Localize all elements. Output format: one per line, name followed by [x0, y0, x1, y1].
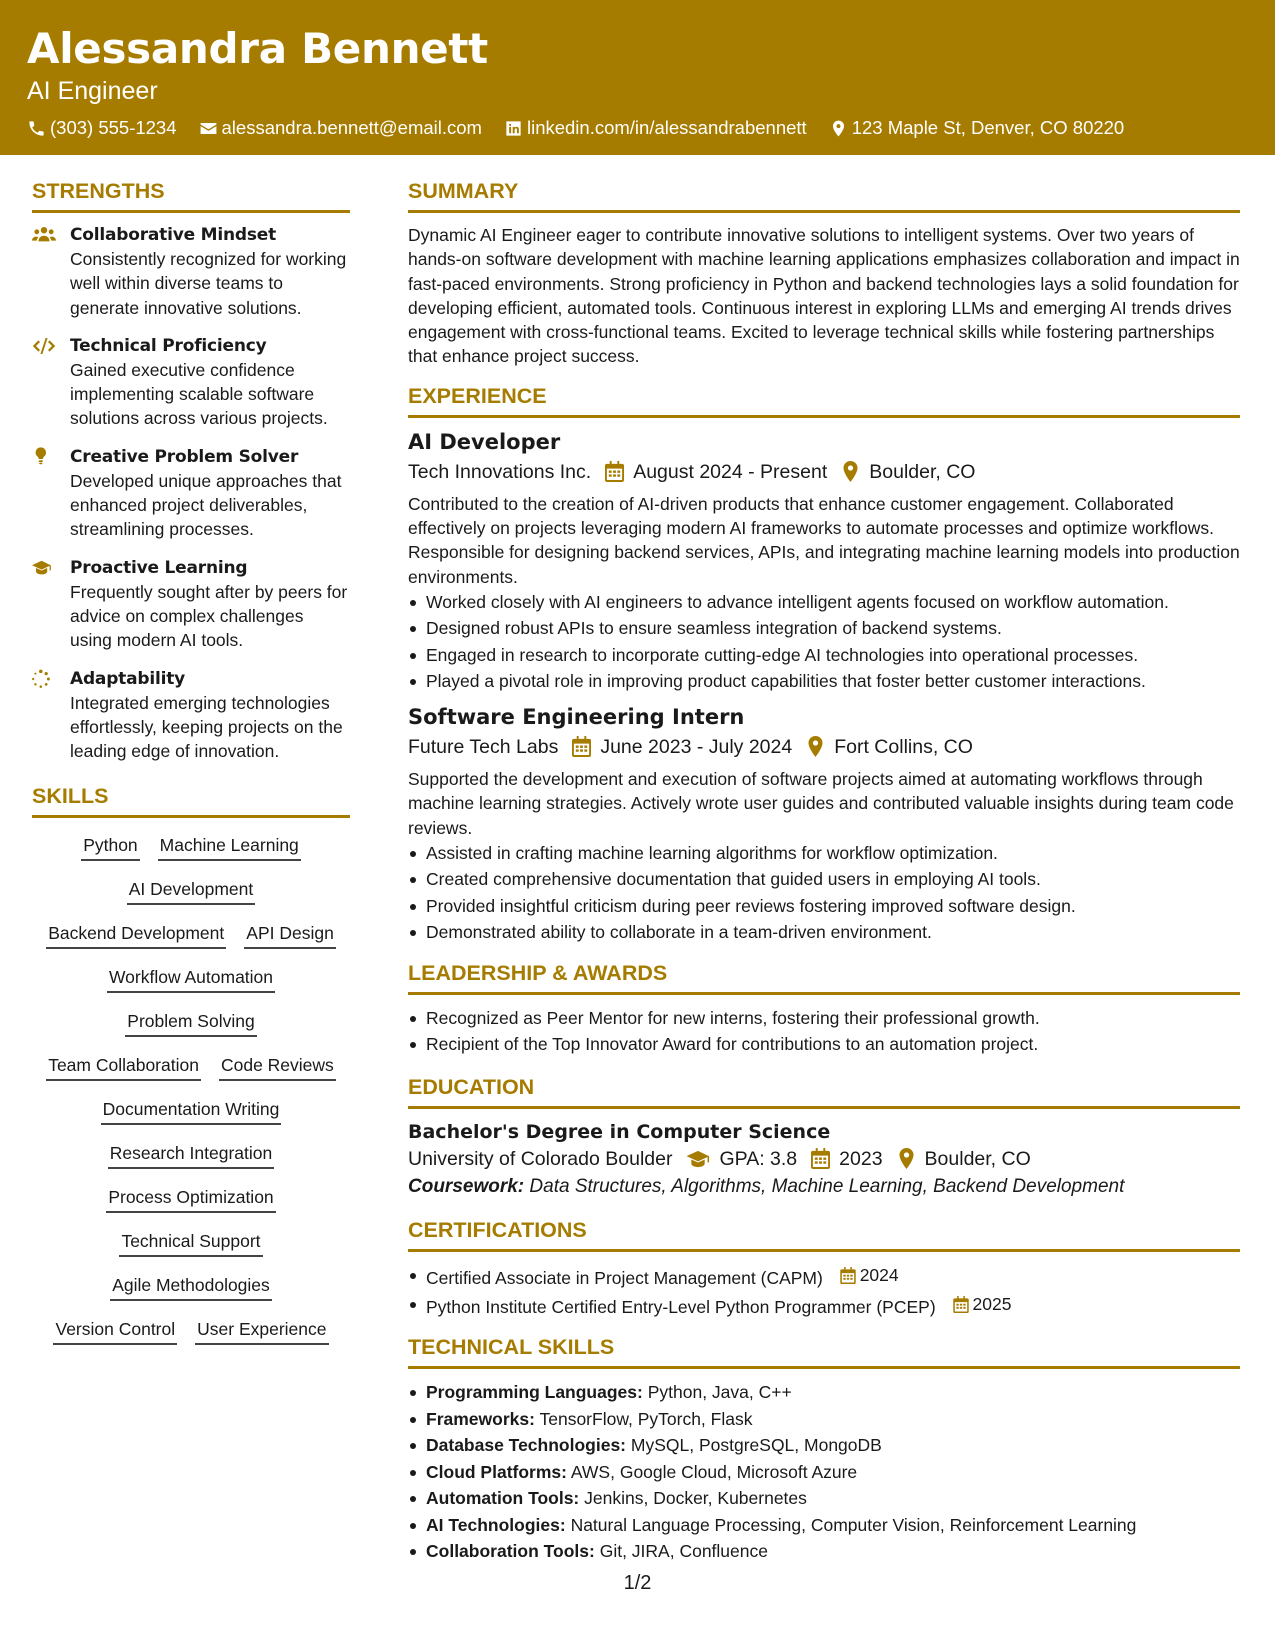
map-marker-icon: [841, 461, 860, 482]
education-heading: EDUCATION: [408, 1074, 1240, 1109]
list-item: Engaged in research to incorporate cutting-edge AI technologies into operational processes.: [408, 642, 1240, 669]
linkedin-text: linkedin.com/in/alessandrabennett: [526, 117, 807, 138]
page-number: 1/2: [623, 1572, 652, 1594]
strength-item: [32, 445, 350, 542]
list-item: Database Technologies: MySQL, PostgreSQL, MongoDB: [408, 1432, 1240, 1459]
skill-tag: Research Integration: [108, 1142, 274, 1169]
coursework-label: Coursework:: [408, 1175, 525, 1197]
list-item: [408, 1291, 1240, 1320]
calendar-icon: [840, 1267, 856, 1284]
job-description: Contributed to the creation of AI-driven products that enhance customer engagement. Collaborated effectively on projects leveraging modern AI frameworks to automate processes and optimize workflows. Responsible for designing backend services, APIs, and integrating machine learning models into production environments.: [408, 493, 1240, 587]
strength-title: Proactive Learning: [70, 557, 248, 578]
school-location: Boulder, CO: [897, 1145, 1031, 1173]
summary-heading: SUMMARY: [408, 178, 1240, 213]
list-item: Demonstrated ability to collaborate in a team-driven environment.: [408, 919, 1240, 946]
skill-tag: Workflow Automation: [107, 966, 275, 993]
strength-title: Technical Proficiency: [70, 335, 267, 356]
job-entry: [408, 428, 1240, 695]
job-bullets: [408, 840, 1240, 946]
job-company: Future Tech Labs: [408, 735, 559, 758]
candidate-name: Alessandra Bennett: [27, 24, 488, 73]
linkedin-icon: [504, 119, 523, 138]
technical-skills-heading: TECHNICAL SKILLS: [408, 1334, 1240, 1369]
strength-desc: Frequently sought after by peers for advice on complex challenges using modern AI tools.: [70, 581, 348, 651]
list-item: Designed robust APIs to ensure seamless integration of backend systems.: [408, 615, 1240, 642]
cert-date: 2025: [953, 1291, 1012, 1318]
strengths-heading: STRENGTHS: [32, 178, 350, 213]
list-item: Worked closely with AI engineers to advance intelligent agents focused on workflow automation.: [408, 589, 1240, 616]
cert-name: Python Institute Certified Entry-Level Python Programmer (PCEP): [426, 1296, 936, 1317]
job-entry: [408, 703, 1240, 946]
skill-row: [44, 1318, 337, 1345]
strength-item: [32, 556, 350, 653]
calendar-icon: [811, 1148, 830, 1169]
certifications-heading: CERTIFICATIONS: [408, 1217, 1240, 1252]
phone-icon: [27, 119, 46, 138]
skill-tag: Process Optimization: [106, 1186, 275, 1213]
strength-item: [32, 667, 350, 764]
graduation-cap-icon: [32, 558, 56, 578]
map-marker-icon: [829, 119, 848, 138]
skill-tag: AI Development: [127, 878, 256, 905]
contact-linkedin[interactable]: [504, 117, 807, 139]
job-title: AI Developer: [408, 429, 561, 454]
list-item: [408, 1262, 1240, 1291]
strength-desc: Gained executive confidence implementing scalable software solutions across various projects.: [70, 359, 328, 429]
strength-title: Creative Problem Solver: [70, 446, 299, 467]
list-item: Cloud Platforms: AWS, Google Cloud, Microsoft Azure: [408, 1459, 1240, 1486]
job-company: Tech Innovations Inc.: [408, 460, 592, 483]
email-text: alessandra.bennett@email.com: [221, 117, 482, 138]
cert-name: Certified Associate in Project Management (CAPM): [426, 1267, 823, 1288]
list-item: Recognized as Peer Mentor for new interns, fostering their professional growth.: [408, 1005, 1240, 1032]
job-description: Supported the development and execution of software projects aimed at automating workflows through machine learning strategies. Actively wrote user guides and contributed valuable insights during team code reviews.: [408, 768, 1234, 838]
calendar-icon: [605, 461, 624, 482]
skill-tag: Machine Learning: [158, 834, 301, 861]
skill-tag: Technical Support: [119, 1230, 262, 1257]
job-location: Fort Collins, CO: [806, 733, 973, 761]
leadership-heading: LEADERSHIP & AWARDS: [408, 960, 1240, 995]
skill-tag: Code Reviews: [219, 1054, 336, 1081]
job-title: Software Engineering Intern: [408, 704, 745, 729]
skill-tag: User Experience: [195, 1318, 328, 1345]
job-dates: August 2024 - Present: [605, 458, 827, 486]
right-column: [408, 178, 1240, 1565]
skill-tag: Backend Development: [46, 922, 226, 949]
experience-heading: EXPERIENCE: [408, 383, 1240, 418]
list-item: Collaboration Tools: Git, JIRA, Confluence: [408, 1538, 1240, 1565]
skill-row: [110, 1230, 271, 1257]
strength-desc: Integrated emerging technologies effortlessly, keeping projects on the leading edge of innovation.: [70, 692, 343, 762]
skill-tag: Team Collaboration: [46, 1054, 201, 1081]
skill-row: [72, 834, 310, 861]
address-text: 123 Maple St, Denver, CO 80220: [851, 117, 1125, 138]
skill-tag: Documentation Writing: [101, 1098, 282, 1125]
skill-tag: Version Control: [53, 1318, 177, 1345]
cert-date: 2024: [840, 1262, 899, 1289]
job-meta: [408, 458, 1240, 486]
strength-desc: Consistently recognized for working well within diverse teams to generate innovative solutions.: [70, 249, 347, 318]
education-entry: [408, 1119, 1240, 1201]
strength-desc: Developed unique approaches that enhanced project deliverables, streamlining processes.: [70, 470, 342, 540]
skill-row: [92, 1098, 291, 1125]
school-name: University of Colorado Boulder: [408, 1147, 673, 1170]
skill-row: [99, 1142, 283, 1169]
skill-tag: Problem Solving: [125, 1010, 256, 1037]
list-item: Played a pivotal role in improving product capabilities that foster better customer interactions.: [408, 668, 1240, 695]
skill-row: [118, 878, 265, 905]
leadership-list: [408, 1005, 1240, 1058]
skills-heading: SKILLS: [32, 783, 350, 818]
skill-row: [116, 1010, 265, 1037]
lightbulb-icon: [32, 447, 56, 467]
contact-info: [27, 117, 1248, 139]
strength-item: [32, 223, 350, 320]
code-icon: [32, 336, 56, 356]
spinner-icon: [32, 669, 56, 689]
coursework-text: Data Structures, Algorithms, Machine Learning, Backend Development: [529, 1175, 1125, 1197]
list-item: Programming Languages: Python, Java, C++: [408, 1379, 1240, 1406]
graduation-year: 2023: [811, 1145, 882, 1173]
graduation-cap-icon: [686, 1148, 710, 1169]
skill-row: [101, 1274, 281, 1301]
certifications-list: [408, 1262, 1240, 1321]
map-marker-icon: [897, 1148, 916, 1169]
users-icon: [32, 225, 56, 245]
skill-row: [37, 922, 345, 949]
skill-row: [97, 1186, 284, 1213]
list-item: Assisted in crafting machine learning algorithms for workflow optimization.: [408, 840, 1240, 867]
list-item: AI Technologies: Natural Language Processing, Computer Vision, Reinforcement Learning: [408, 1512, 1240, 1539]
resume-header: [0, 0, 1275, 155]
candidate-role: AI Engineer: [27, 77, 158, 105]
calendar-icon: [953, 1296, 969, 1313]
skill-row: [98, 966, 284, 993]
contact-email[interactable]: [199, 117, 482, 139]
coursework: [408, 1173, 1240, 1201]
list-item: Recipient of the Top Innovator Award for contributions to an automation project.: [408, 1031, 1240, 1058]
contact-phone[interactable]: [27, 117, 177, 139]
list-item: Created comprehensive documentation that guided users in employing AI tools.: [408, 866, 1240, 893]
job-bullets: [408, 589, 1240, 695]
skill-tag: Python: [81, 834, 139, 861]
technical-skills-list: [408, 1379, 1240, 1565]
degree-title: Bachelor's Degree in Computer Science: [408, 1120, 831, 1143]
skills-list: [32, 828, 350, 1362]
skill-tag: API Design: [244, 922, 336, 949]
phone-text: (303) 555-1234: [50, 117, 177, 138]
contact-address: [829, 117, 1125, 139]
job-meta: [408, 733, 1240, 761]
job-location: Boulder, CO: [841, 458, 975, 486]
strength-title: Adaptability: [70, 668, 186, 689]
gpa: GPA: 3.8: [686, 1145, 797, 1173]
strength-title: Collaborative Mindset: [70, 225, 277, 245]
education-meta: [408, 1145, 1240, 1173]
strength-item: [32, 334, 350, 431]
list-item: Provided insightful criticism during peer reviews fostering improved software design.: [408, 893, 1240, 920]
skill-tag: Agile Methodologies: [110, 1274, 272, 1301]
envelope-icon: [199, 119, 218, 138]
list-item: Frameworks: TensorFlow, PyTorch, Flask: [408, 1406, 1240, 1433]
map-marker-icon: [806, 736, 825, 757]
list-item: Automation Tools: Jenkins, Docker, Kubernetes: [408, 1485, 1240, 1512]
summary-text: Dynamic AI Engineer eager to contribute innovative solutions to intelligent systems. Over two years of hands-on software development with machine learning applications emphasizes collaboration and impact in fast-paced environments. Strong proficiency in Python and backend technologies lays a solid foundation for developing efficient, automated tools. Continuous interest in exploring LLMs and emerging AI trends drives engagement with cross-functional teams. Excited to leverage technical skills while fostering partnerships that enhance project success.: [408, 225, 1240, 367]
job-dates: June 2023 - July 2024: [572, 733, 792, 761]
skill-row: [37, 1054, 345, 1081]
calendar-icon: [572, 736, 591, 757]
left-column: [32, 178, 350, 1362]
